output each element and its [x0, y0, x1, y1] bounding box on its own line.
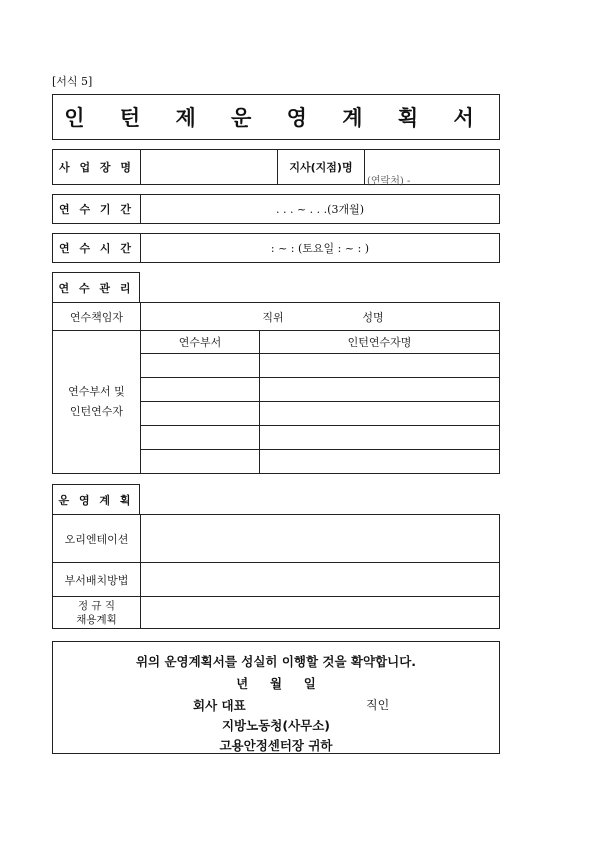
business-name-field[interactable] — [140, 150, 277, 184]
business-label: 사 업 장 명 — [59, 161, 134, 174]
supervisor-label: 연수책임자 — [69, 310, 124, 324]
training-hours-row — [52, 233, 500, 263]
intern-cell[interactable] — [260, 426, 499, 449]
operation-plan-table — [52, 514, 500, 629]
dept-cell[interactable] — [141, 450, 259, 473]
dept-cell[interactable] — [141, 402, 259, 425]
dept-assignment-field[interactable] — [141, 563, 499, 596]
training-mgmt-table — [52, 302, 500, 474]
training-hours-label: 연 수 시 간 — [59, 242, 134, 255]
contact-text: (연락처) - — [367, 176, 411, 187]
intern-cell[interactable] — [260, 354, 499, 377]
operation-plan-header — [52, 484, 140, 514]
training-period-row — [52, 194, 500, 224]
intern-cell[interactable] — [260, 402, 499, 425]
position-label: 직위 — [262, 310, 284, 324]
regular-hire-label — [53, 597, 140, 628]
training-period-label: 연 수 기 간 — [59, 203, 134, 216]
dept-cell[interactable] — [141, 426, 259, 449]
col-dept-header: 연수부서 — [178, 336, 222, 349]
labor-office: 지방노동청(사무소) — [221, 718, 331, 733]
name-label: 성명 — [362, 310, 384, 324]
training-mgmt-label: 연 수 관 리 — [58, 282, 134, 295]
orientation-label: 오리엔테이션 — [64, 532, 129, 546]
orientation-field[interactable] — [141, 515, 499, 562]
col-intern-header: 인턴연수자명 — [347, 336, 412, 349]
seal-label: 직인 — [366, 698, 390, 712]
intern-cell[interactable] — [260, 378, 499, 401]
dept-assignment-label: 부서배치방법 — [64, 573, 129, 587]
dept-intern-label-line1: 연수부서 및 — [68, 385, 125, 398]
form-number: [서식 5] — [52, 75, 93, 88]
regular-hire-label-line1: 정 규 직 — [77, 599, 116, 612]
dept-cell[interactable] — [141, 354, 259, 377]
company-rep: 회사 대표 — [193, 698, 246, 713]
dept-intern-label-line2: 인턴연수자 — [69, 405, 124, 418]
statement-box — [52, 641, 500, 754]
statement-date: 년 월 일 — [236, 676, 316, 691]
training-period-field[interactable]: . . . ~ . . .(3개월) — [140, 195, 499, 223]
dept-cell[interactable] — [141, 378, 259, 401]
branch-name-field[interactable] — [364, 150, 499, 187]
regular-hire-field[interactable] — [141, 597, 499, 628]
statement-line: 위의 운영계획서를 성실히 이행할 것을 확약합니다. — [135, 654, 417, 669]
regular-hire-label-line2: 채용계획 — [76, 613, 117, 626]
page-title: 인 턴 제 운 영 계 획 서 — [52, 94, 500, 140]
training-hours-field[interactable]: : ~ : (토요일 : ~ : ) — [140, 234, 499, 262]
training-mgmt-header — [52, 272, 140, 302]
employment-center: 고용안정센터장 귀하 — [219, 738, 333, 753]
dept-intern-label — [53, 331, 140, 473]
branch-label: 지사(지점)명 — [277, 150, 364, 184]
operation-plan-label: 운 영 계 획 — [58, 494, 134, 507]
intern-cell[interactable] — [260, 450, 499, 473]
business-row — [52, 149, 500, 185]
